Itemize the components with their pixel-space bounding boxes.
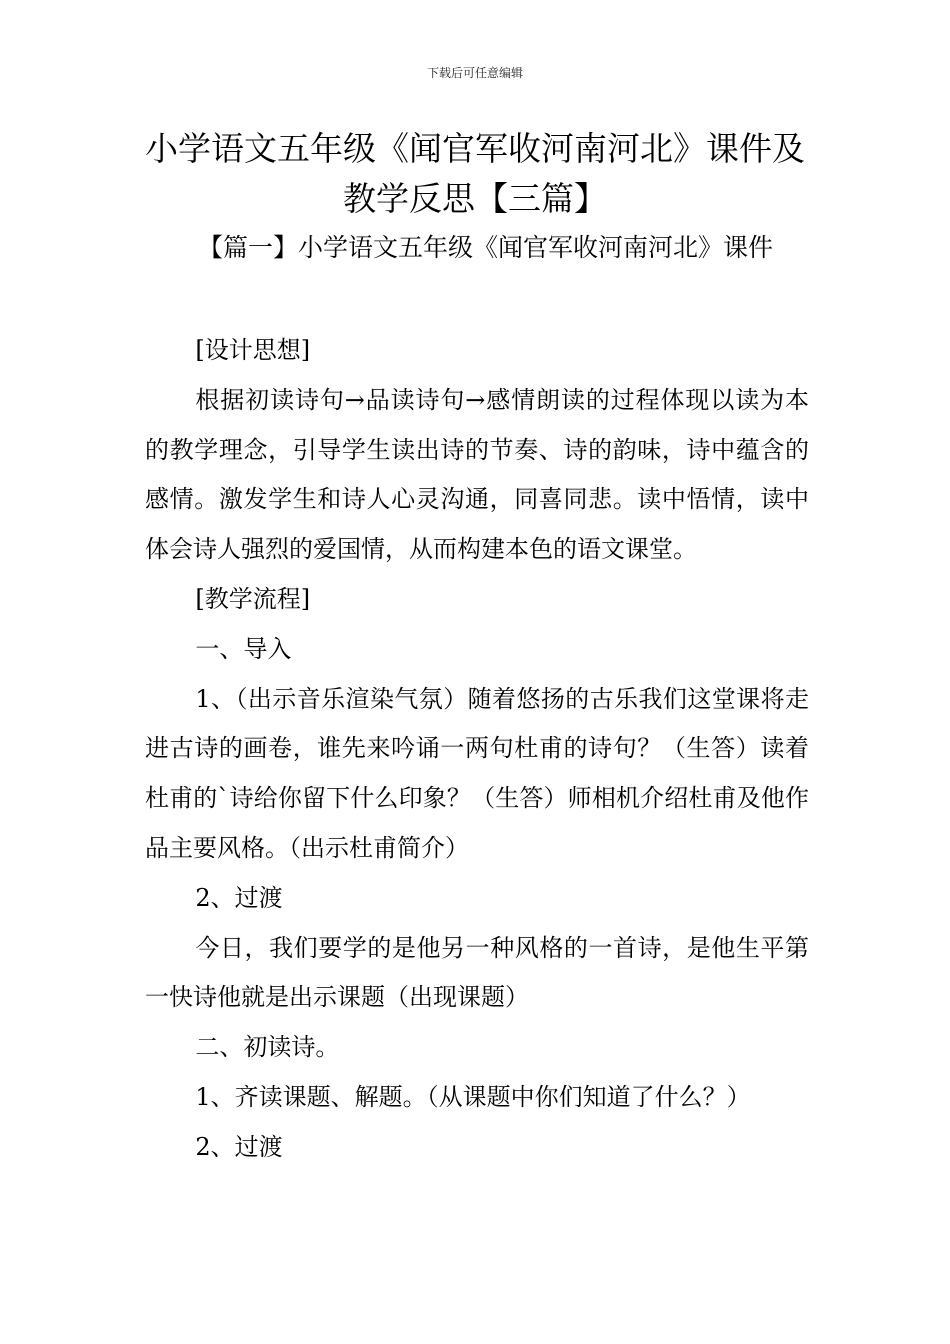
- paragraph-first-read-step-2: 2、过渡: [195, 1132, 283, 1161]
- paragraph-intro-step-1: 1、（出示音乐渲染气氛）随着悠扬的古乐我们这堂课将走进古诗的画卷，谁先来吟诵一两句杜甫的诗句？（生答）读着杜甫的`诗给你留下什么印象？（生答）师相机介绍杜甫及他作品主要风格。（出示杜甫简介）: [145, 684, 809, 862]
- document-body: [145, 326, 809, 1173]
- paragraph-first-read-step-1: 1、齐读课题、解题。（从课题中你们知道了什么？）: [195, 1082, 751, 1111]
- paragraph-flow-heading: [教学流程]: [195, 584, 311, 613]
- paragraph-first-read-heading: 二、初读诗。: [195, 1033, 340, 1062]
- section-subtitle: 【篇一】小学语文五年级《闻官军收河南河北》课件: [198, 233, 774, 262]
- paragraph-intro-transition: 今日，我们要学的是他另一种风格的一首诗，是他生平第一快诗他就是出示课题（出现课题）: [145, 933, 809, 1012]
- paragraph-intro-heading: 一、导入: [195, 634, 292, 663]
- paragraph-intro-step-2: 2、过渡: [195, 883, 283, 912]
- header-note: 下载后可任意编辑: [426, 66, 523, 80]
- document-title: 小学语文五年级《闻官军收河南河北》课件及教学反思【三篇】: [145, 129, 805, 218]
- paragraph-design-heading: [设计思想]: [195, 336, 311, 364]
- paragraph-design-text: 根据初读诗句→品读诗句→感情朗读的过程体现以读为本的教学理念，引导学生读出诗的节奏、诗的韵味，诗中蕴含的感情。激发学生和诗人心灵沟通，同喜同悲。读中悟情，读中体会诗人强烈的爱国情，从而构建本色的语文课堂。: [145, 385, 809, 564]
